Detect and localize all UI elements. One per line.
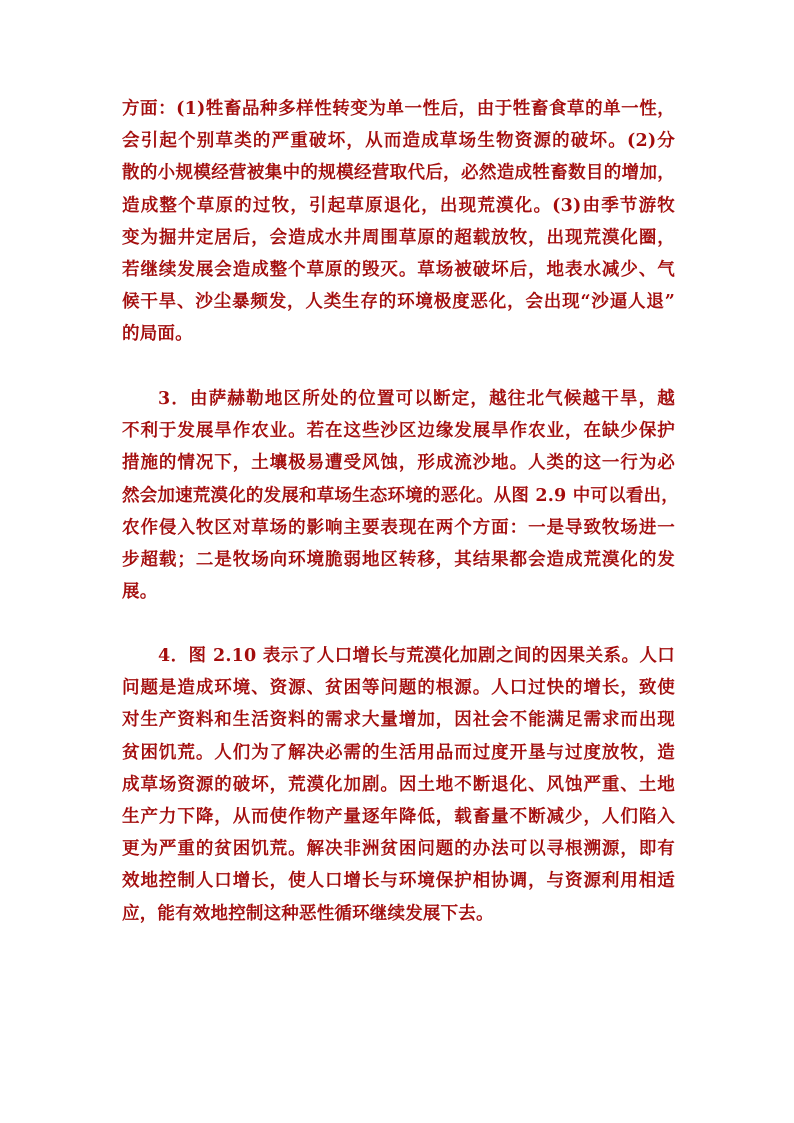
paragraph-line: 农作侵入牧区对草场的影响主要表现在两个方面：一是导致牧场进一 [122, 517, 675, 538]
paragraph-line: 生产力下降，从而使作物产量逐年降低，载畜量不断减少，人们陷入 [122, 806, 675, 827]
paragraph-line: 应，能有效地控制这种恶性循环继续发展下去。 [122, 903, 494, 924]
paragraph-line: 3．由萨赫勒地区所处的位置可以断定，越往北气候越干旱，越 [158, 389, 675, 409]
paragraph-line: 对生产资料和生活资料的需求大量增加，因社会不能满足需求而出现 [122, 710, 675, 731]
paragraph-line: 若继续发展会造成整个草原的毁灭。草场被破坏后，地表水减少、气 [122, 259, 675, 280]
paragraph-line: 4．图 2.10 表示了人口增长与荒漠化加剧之间的因果关系。人口 [158, 646, 675, 666]
paragraph-line: 变为掘井定居后，会造成水井周围草原的超载放牧，出现荒漠化圈， [122, 227, 675, 248]
paragraph-line: 不利于发展旱作农业。若在这些沙区边缘发展旱作农业，在缺少保护 [122, 421, 675, 442]
paragraph-3 [122, 640, 675, 930]
paragraph-line: 步超载；二是牧场向环境脆弱地区转移，其结果都会造成荒漠化的发 [122, 549, 675, 570]
paragraph-line: 展。 [122, 582, 158, 603]
paragraph-line: 方面：(1)牲畜品种多样性转变为单一性后，由于牲畜食草的单一性， [122, 99, 675, 119]
paragraph-line: 候干旱、沙尘暴频发，人类生存的环境极度恶化，会出现“沙逼人退” [122, 292, 675, 313]
paragraph-line: 贫困饥荒。人们为了解决必需的生活用品而过度开垦与过度放牧，造 [122, 742, 675, 763]
paragraph-line: 更为严重的贫困饥荒。解决非洲贫困问题的办法可以寻根溯源，即有 [122, 839, 675, 860]
paragraph-line: 会引起个别草类的严重破坏，从而造成草场生物资源的破坏。(2)分 [122, 131, 675, 152]
paragraph-line: 效地控制人口增长，使人口增长与环境保护相协调，与资源利用相适 [122, 871, 675, 892]
paragraph-1 [122, 93, 675, 351]
paragraph-line: 问题是造成环境、资源、贫困等问题的根源。人口过快的增长，致使 [122, 678, 675, 699]
paragraph-line: 的局面。 [122, 324, 193, 345]
paragraph-line: 造成整个草原的过牧，引起草原退化，出现荒漠化。(3)由季节游牧 [122, 195, 675, 216]
paragraph-line: 措施的情况下，土壤极易遭受风蚀，形成流沙地。人类的这一行为必 [122, 453, 675, 474]
paragraph-line: 散的小规模经营被集中的规模经营取代后，必然造成牲畜数目的增加， [122, 163, 675, 184]
paragraph-line: 然会加速荒漠化的发展和草场生态环境的恶化。从图 2.9 中可以看出， [122, 485, 679, 506]
paragraph-line: 成草场资源的破坏，荒漠化加剧。因土地不断退化、风蚀严重、土地 [122, 774, 675, 795]
paragraph-2 [122, 383, 679, 608]
